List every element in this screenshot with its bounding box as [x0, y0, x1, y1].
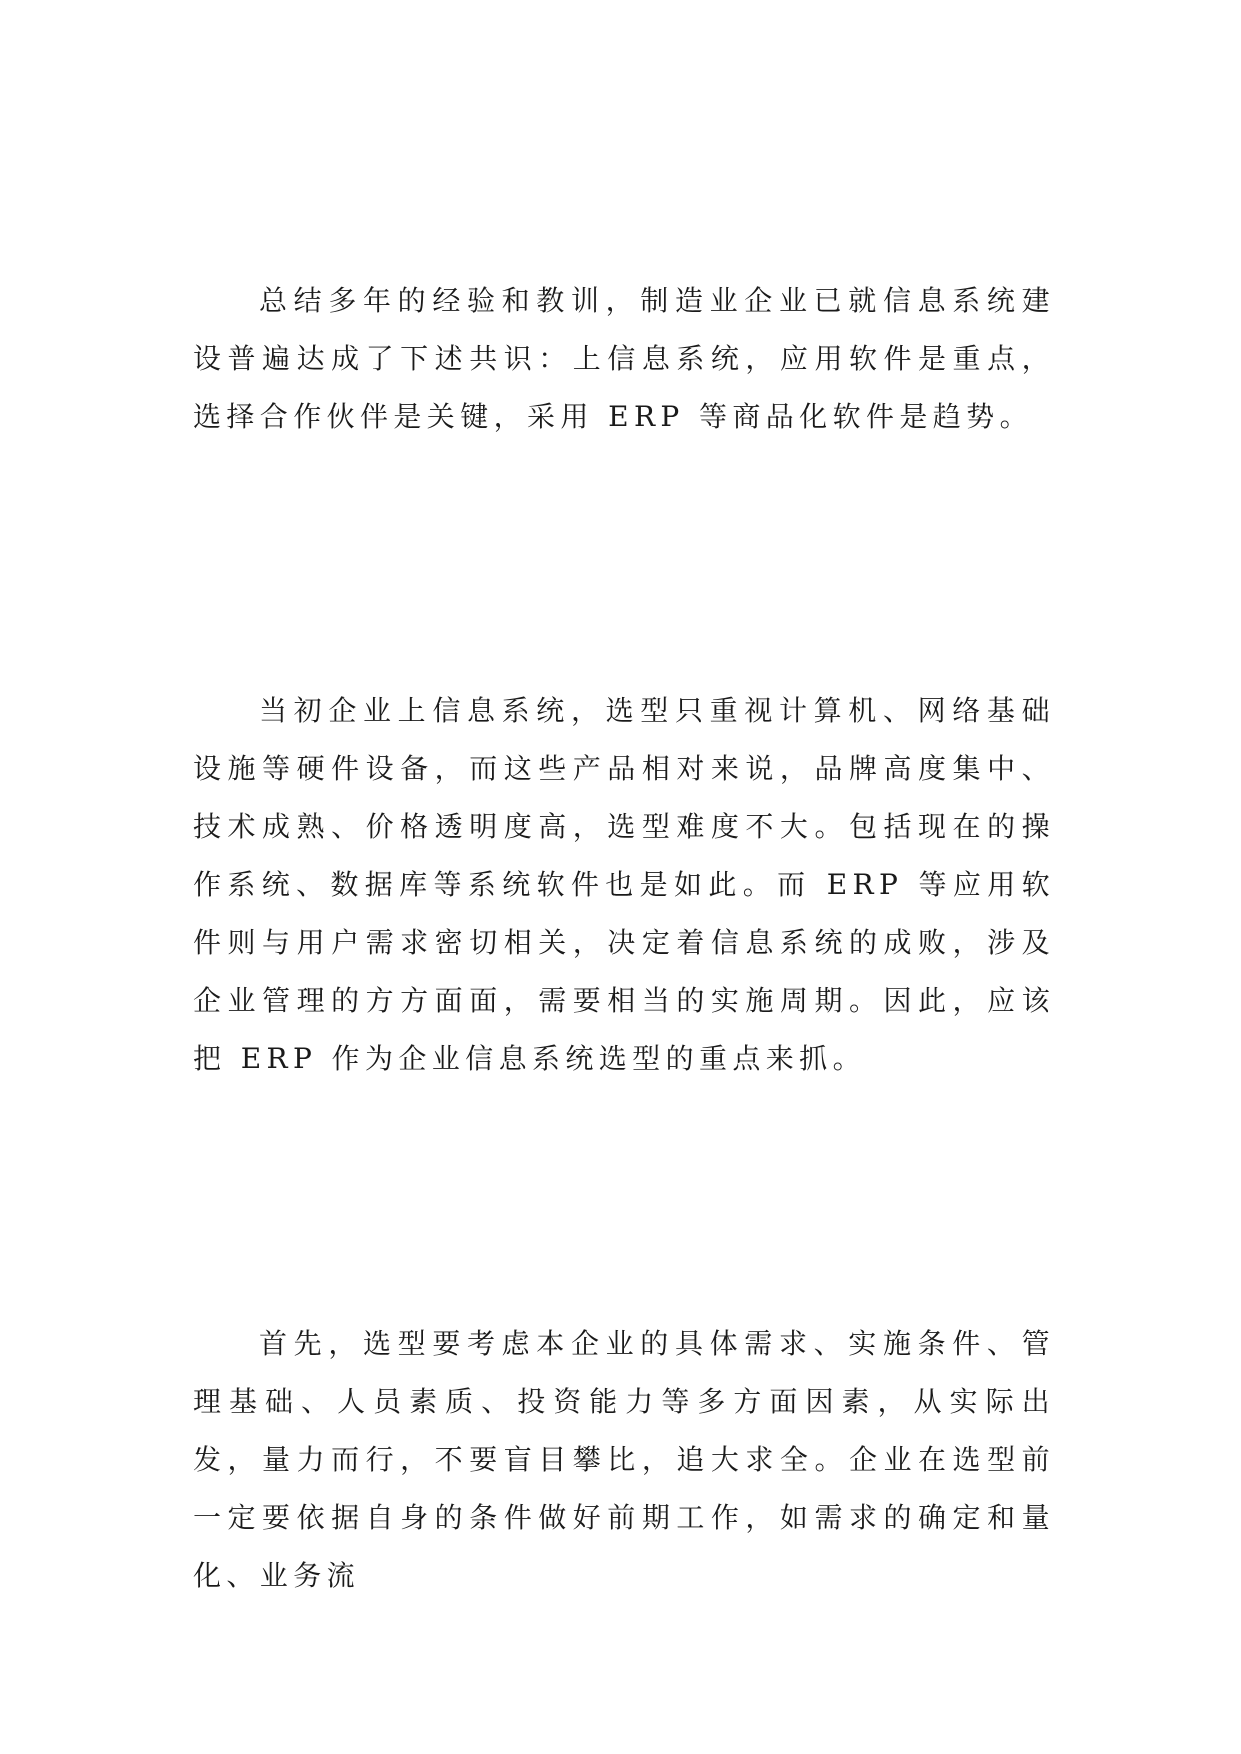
- body-paragraph: 首先，选型要考虑本企业的具体需求、实施条件、管理基础、人员素质、投资能力等多方面因素，从实际出发，量力而行，不要盲目攀比，追大求全。企业在选型前一定要依据自身的条件做好前期工作，如需求的确定和量化、业务流: [193, 1327, 1055, 1592]
- body-paragraph: 当初企业上信息系统，选型只重视计算机、网络基础设施等硬件设备，而这些产品相对来说，品牌高度集中、技术成熟、价格透明度高，选型难度不大。包括现在的操作系统、数据库等系统软件也是如此。而 ERP 等应用软件则与用户需求密切相关，决定着信息系统的成败，涉及企业管理的方方面面，需要相当的实施周期。因此，应该把 ERP 作为企业信息系统选型的重点来抓。: [193, 694, 1055, 1075]
- body-paragraph: 总结多年的经验和教训，制造业企业已就信息系统建设普遍达成了下述共识：上信息系统，应用软件是重点，选择合作伙伴是关键，采用 ERP 等商品化软件是趋势。: [193, 284, 1055, 433]
